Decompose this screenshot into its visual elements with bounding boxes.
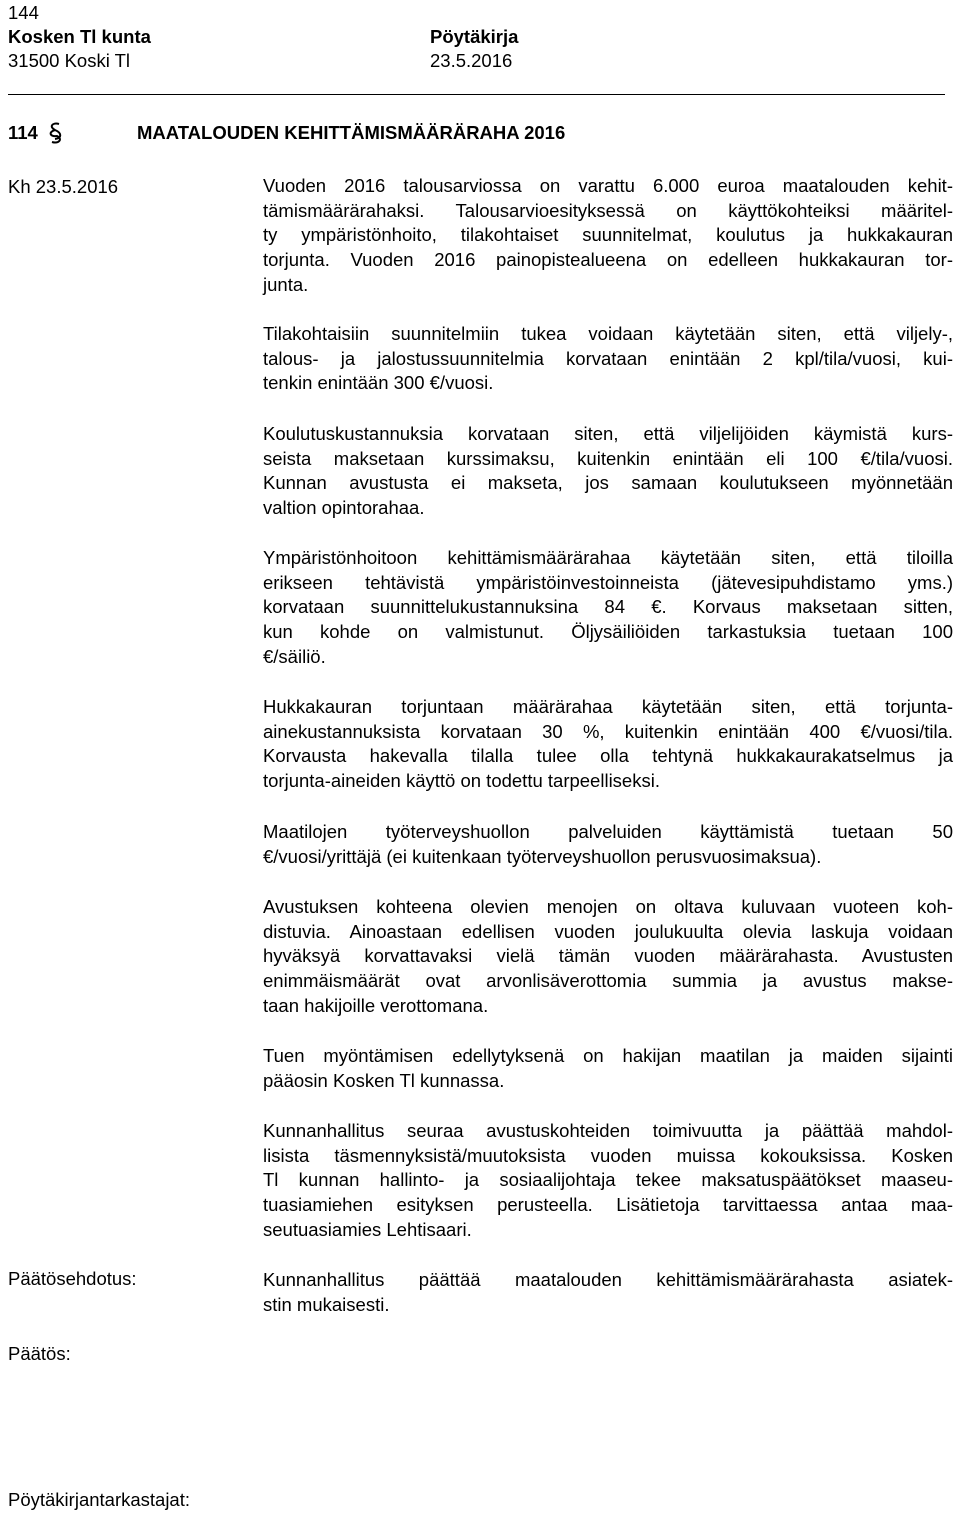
text-line: lisista täsmennyksistä/muutoksista vuoden muissa kokouksissa. Kosken: [263, 1144, 953, 1166]
header-divider: [8, 94, 945, 95]
text-line: pääosin Kosken Tl kunnassa.: [263, 1069, 505, 1091]
text-line: Koulutuskustannuksia korvataan siten, että viljelijöiden käymistä kurs-: [263, 423, 953, 444]
minutes-checkers-label: Pöytäkirjantarkastajat:: [8, 1489, 191, 1510]
text-line: seutuasiamies Lehtisaari.: [263, 1218, 472, 1240]
text-line: tämismäärärahaksi. Talousarvioesityksessä on käyttökohteiksi määritel-: [263, 199, 953, 221]
document-type: Pöytäkirja: [430, 26, 519, 47]
text-line: tenkin enintään 300 €/vuosi.: [263, 372, 494, 394]
section-title: MAATALOUDEN KEHITTÄMISMÄÄRÄRAHA 2016: [137, 122, 566, 143]
body-paragraph: [263, 695, 953, 794]
section-mark-icon: [46, 120, 66, 146]
text-line: Vuoden 2016 talousarviossa on varattu 6.000 euroa maatalouden kehit-: [263, 175, 953, 196]
text-line: Kunnanhallitus päättää maatalouden kehittämismäärärahasta asiatek-: [263, 1269, 953, 1290]
municipality-name: Kosken Tl kunta: [8, 26, 151, 47]
body-paragraph: [263, 546, 953, 670]
text-line: torjunta. Vuoden 2016 painopistealueena on edelleen hukkakauran tor-: [263, 249, 953, 271]
municipality-address: 31500 Koski Tl: [8, 50, 131, 71]
text-line: €/säiliö.: [263, 645, 326, 667]
text-line: seista maksetaan kurssimaksu, kuitenkin enintään eli 100 €/tila/vuosi.: [263, 447, 953, 469]
text-line: valtion opintorahaa.: [263, 497, 425, 519]
body-paragraph: [263, 820, 953, 869]
page-number: 144: [8, 2, 39, 23]
text-line: Avustuksen kohteena olevien menojen on oltava kuluvaan vuoteen koh-: [263, 896, 953, 917]
proposal-text: [263, 1268, 953, 1317]
text-line: Kunnan avustusta ei makseta, jos samaan koulutukseen myönnetään: [263, 472, 953, 494]
text-line: Tilakohtaisiin suunnitelmiin tukea voidaan käytetään siten, että viljely-,: [263, 323, 953, 344]
text-line: talous- ja jalostussuunnitelmia korvataan enintään 2 kpl/tila/vuosi, kui-: [263, 347, 953, 369]
text-line: tuasiamiehen esityksen perusteella. Lisätietoja tarvittaessa antaa maa-: [263, 1194, 953, 1216]
text-line: ainekustannuksista korvataan 30 %, kuitenkin enintään 400 €/vuosi/tila.: [263, 720, 953, 742]
text-line: taan hakijoille verottomana.: [263, 994, 489, 1016]
text-line: Hukkakauran torjuntaan määrärahaa käytetään siten, että torjunta-: [263, 696, 953, 717]
text-line: erikseen tehtävistä ympäristöinvestoinneista (jätevesipuhdistamo yms.): [263, 571, 953, 593]
section-number: 114: [8, 122, 38, 143]
decision-label: Päätös:: [8, 1343, 71, 1364]
document-date: 23.5.2016: [430, 50, 513, 71]
text-line: distuvia. Ainoastaan edellisen vuoden joulukuulta olevia laskuja voidaan: [263, 920, 953, 942]
text-line: hyväksyä korvattavaksi vielä tämän vuoden määrärahasta. Avustusten: [263, 945, 953, 967]
text-line: Tuen myöntämisen edellytyksenä on hakijan maatilan ja maiden sijainti: [263, 1045, 953, 1066]
body-paragraph: [263, 174, 953, 298]
body-paragraph: [263, 322, 953, 396]
body-paragraph: [263, 895, 953, 1019]
body-paragraph: [263, 1044, 953, 1093]
text-line: stin mukaisesti.: [263, 1293, 390, 1315]
text-line: kun kohde on valmistunut. Öljysäiliöiden tarkastuksia tuetaan 100: [263, 621, 953, 643]
text-line: korvataan suunnittelukustannuksina 84 €. Korvaus maksetaan sitten,: [263, 596, 953, 618]
body-paragraph: [263, 422, 953, 521]
text-line: Kunnanhallitus seuraa avustuskohteiden toimivuutta ja päättää mahdol-: [263, 1120, 953, 1141]
text-line: Korvausta hakevalla tilalla tulee olla tehtynä hukkakaurakatselmus ja: [263, 745, 953, 767]
text-line: ty ympäristönhoito, tilakohtaiset suunnitelmat, koulutus ja hukkakauran: [263, 224, 953, 246]
text-line: Maatilojen työterveyshuollon palveluiden käyttämistä tuetaan 50: [263, 821, 953, 842]
text-line: Ympäristönhoitoon kehittämismäärärahaa käytetään siten, että tiloilla: [263, 547, 953, 568]
body-paragraph: [263, 1119, 953, 1243]
proposal-label: Päätösehdotus:: [8, 1268, 137, 1289]
text-line: Tl kunnan hallinto- ja sosiaalijohtaja tekee maksatuspäätökset maaseu-: [263, 1169, 953, 1191]
text-line: torjunta-aineiden käyttö on todettu tarpeelliseksi.: [263, 770, 660, 792]
text-line: enimmäismäärät ovat arvonlisäverottomia summia ja avustus makse-: [263, 970, 953, 992]
text-line: €/vuosi/yrittäjä (ei kuitenkaan työterveyshuollon perusvuosimaksua).: [263, 845, 822, 867]
meeting-reference: Kh 23.5.2016: [8, 176, 119, 197]
text-line: junta.: [263, 273, 309, 295]
